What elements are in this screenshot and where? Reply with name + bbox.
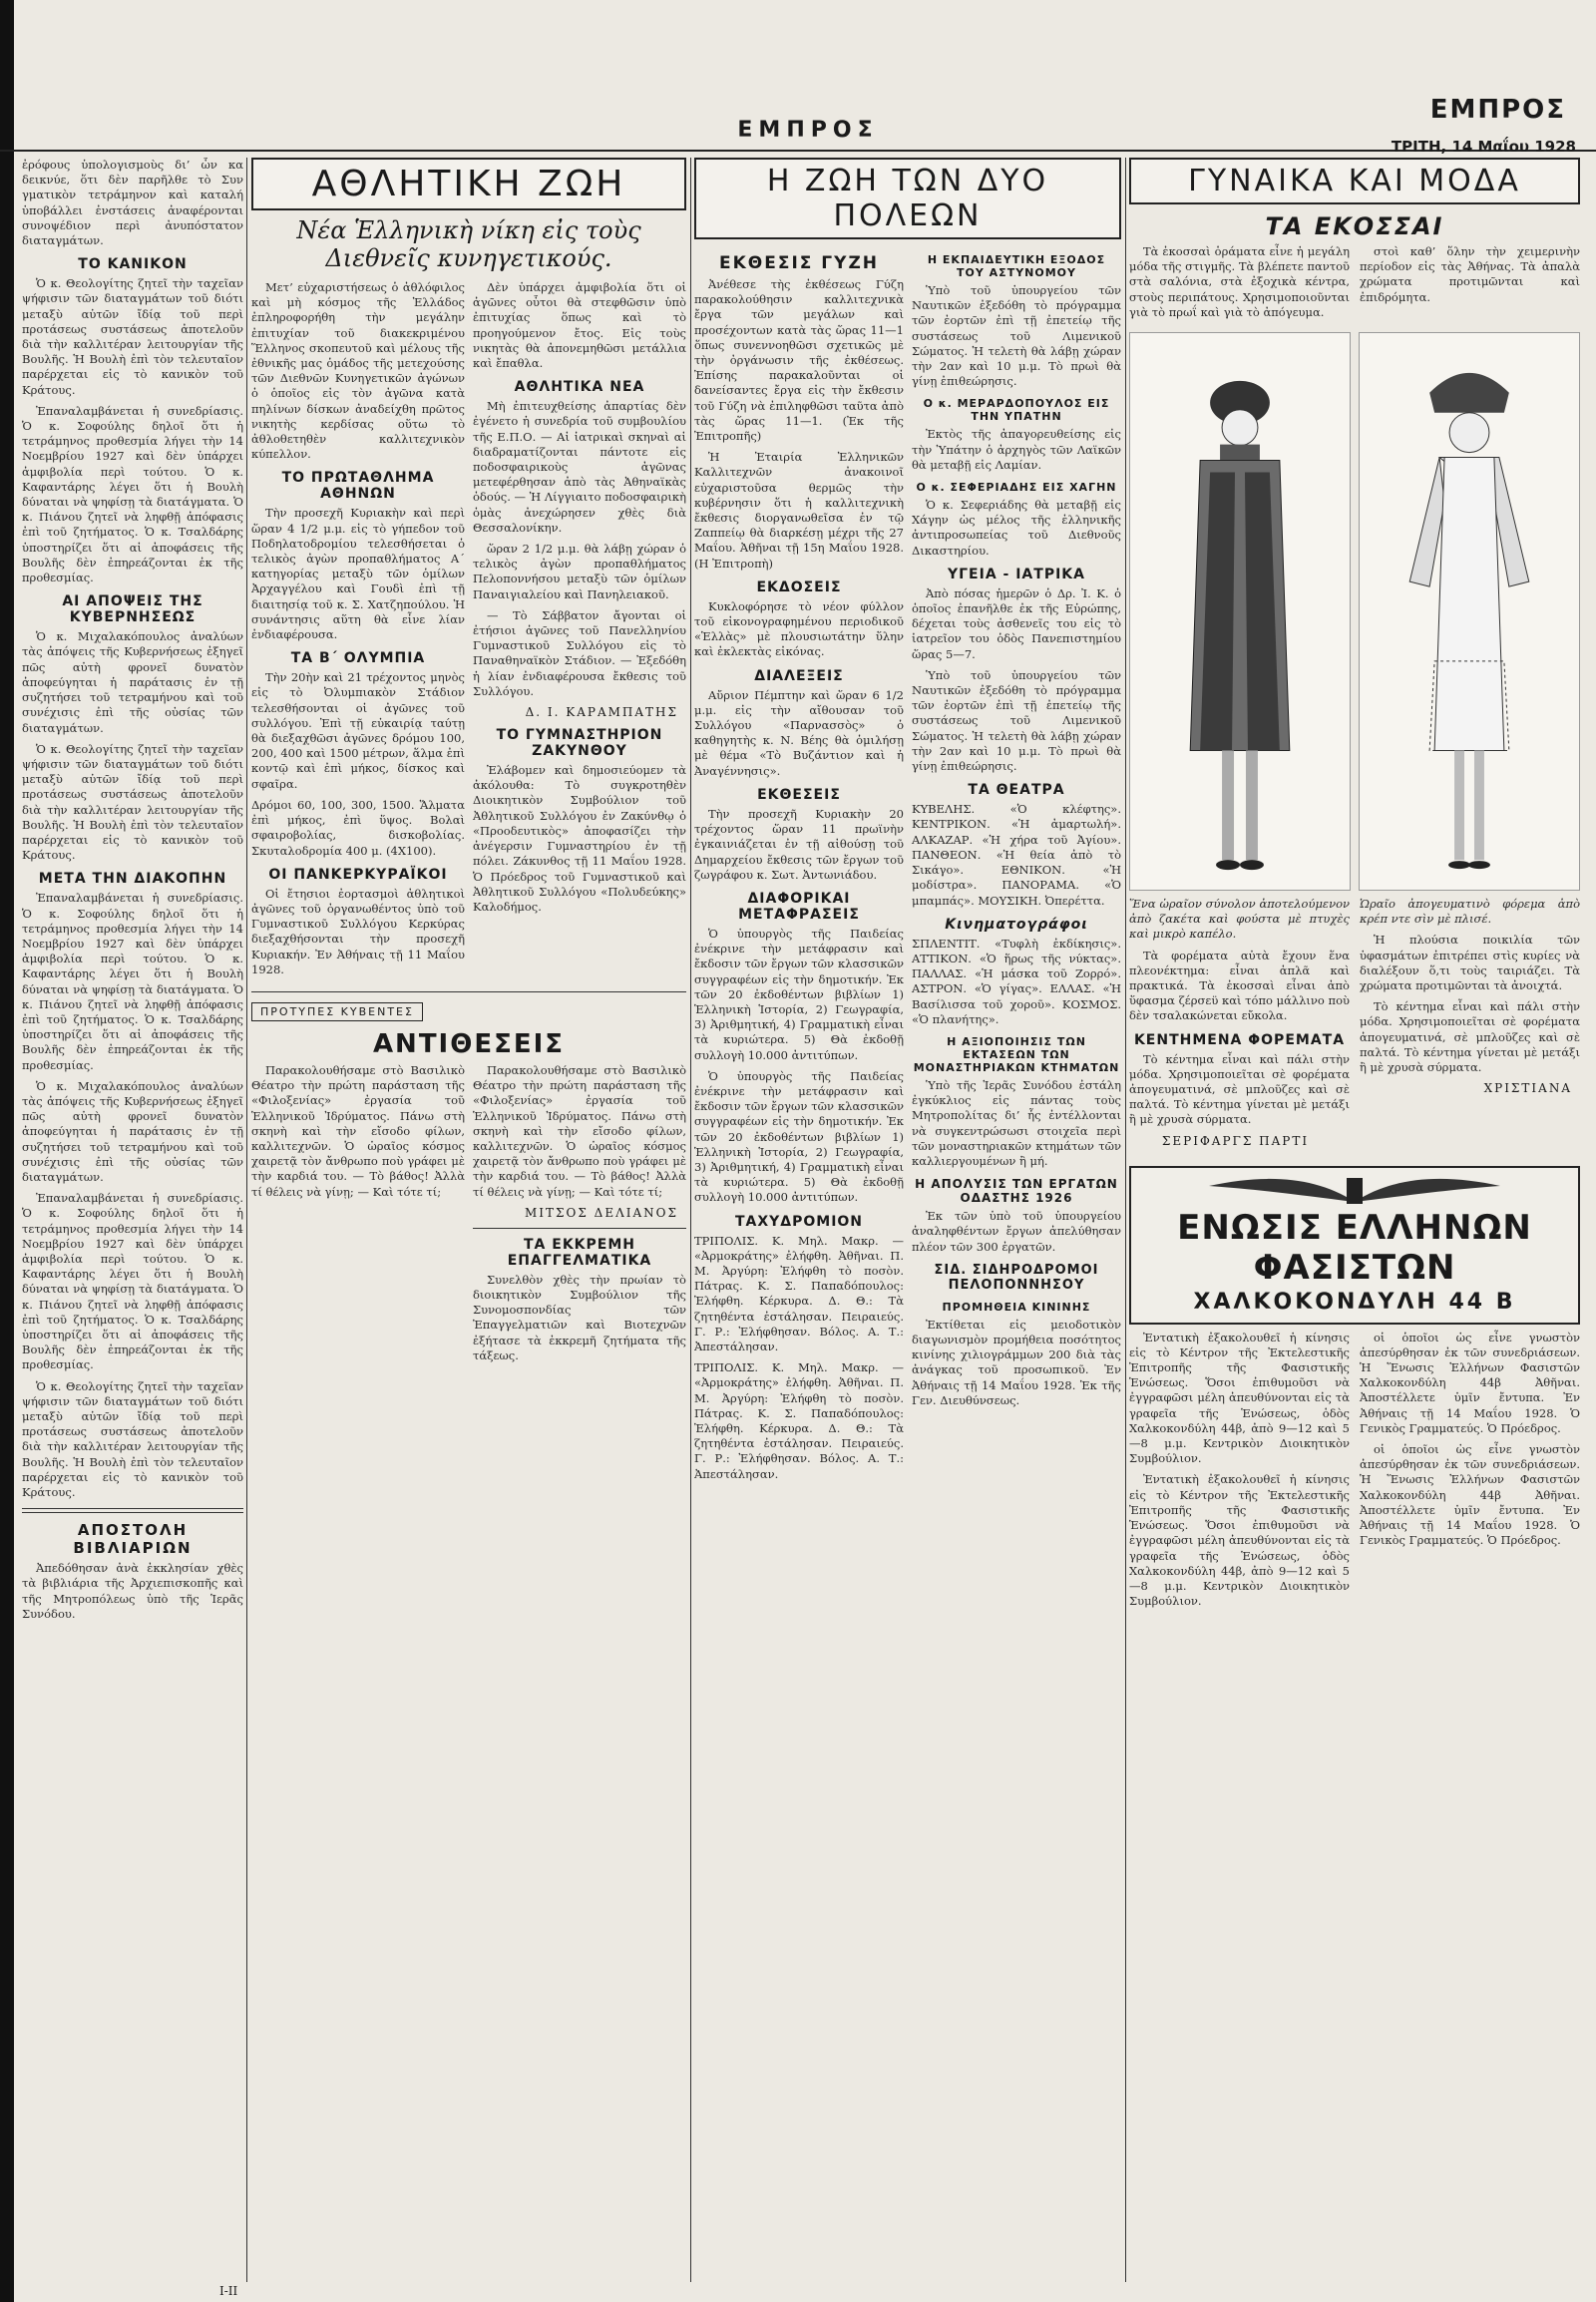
article-text: Ὑπὸ τοῦ ὑπουργείου τῶν Ναυτικῶν ἐξεδόθη τὸ πρόγραμμα τῶν ἐορτῶν ἐπὶ τῇ ἐπετείῳ τῆς συστάσεως τοῦ Λιμενικοῦ Σώματος. Ἡ τελετὴ θὰ λάβῃ χώραν τὴν 2αν καὶ 10 μ.μ. Τὸ πρωὶ θὰ γίνῃ ἐπιθεώρησις. <box>912 667 1121 774</box>
paper-name: ΕΜΠΡΟΣ <box>737 118 879 143</box>
article-text: Ὁ κ. Σεφεριάδης θὰ μεταβῇ εἰς Χάγην ὡς μέλος τῆς ἑλληνικῆς ἀντιπροσωπείας τοῦ Διεθνοῦς Δικαστηρίου. <box>912 498 1121 558</box>
article-text: Τὰ φορέματα αὐτὰ ἔχουν ἕνα πλεονέκτημα: εἶναι ἁπλᾶ καὶ πρακτικά. Τὰ ἐκοσσαὶ εἶναι ἀπὸ ὕφασμα ζέρσεϋ καὶ τόπο μάλλινο ποὺ δὲν τσαλακώνεται εὔκολα. <box>1129 948 1350 1023</box>
page-footer-mark: Ι-ΙΙ <box>219 2284 238 2298</box>
article-text: Δρόμοι 60, 100, 300, 1500. Ἅλματα ἐπὶ μήκος, ἐπὶ ὕψος. Βολαὶ σφαιροβολίας, δισκοβολίας. Σκυταλοδρομία 400 μ. (4Χ100). <box>251 797 465 858</box>
column-rule <box>1125 158 1126 2282</box>
column-two-cities <box>694 158 1121 2282</box>
fashion-illustration-left <box>1129 332 1351 891</box>
article-text: οἱ ὁποῖοι ὡς εἶνε γνωστὸν ἀπεσύρθησαν ἐκ τῶν συνεδριάσεων. Ἡ Ἕνωσις Ἑλλήνων Φασιστῶν Χαλκοκονδύλη 44β Ἀθῆναι. Ἀποστέλλετε ὑμῖν ἔντυπα. Ἐν Ἀθήναις τῇ 14 Μαΐου 1928. Ὁ Γενικὸς Γραμματεύς. Ὁ Πρόεδρος. <box>1360 1442 1580 1548</box>
divider <box>22 1508 243 1513</box>
article-heading: Η ΕΚΠΑΙΔΕΥΤΙΚΗ ΕΞΟΔΟΣ ΤΟΥ ΑΣΤΥΝΟΜΟΥ <box>927 253 1106 279</box>
illustration-caption: Ὡραῖο ἀπογευματινὸ φόρεμα ἀπὸ κρέπ ντε σὶν μὲ πλισέ. <box>1360 897 1580 927</box>
fascist-union-banner <box>1129 1166 1580 1325</box>
section-title-fashion: ΓΥΝΑΙΚΑ ΚΑΙ ΜΟΔΑ <box>1129 158 1580 204</box>
article-text: Ὁ ὑπουργὸς τῆς Παιδείας ἐνέκρινε τὴν μετάφρασιν καὶ ἔκδοσιν τῶν ἔργων τῶν κλασσικῶν συγγραφέων εἰς τὴν δημοτικήν. Ἐκ τῶν 20 ἐκδοθέντων βιβλίων 1) Ἑλληνικὴ Ἱστορία, 2) Γεωγραφία, 3) Ἀριθμητική, 4) Γραμματικὴ εἶναι τὰ κυριώτερα. 5) Θὰ ἐκδοθῇ συλλογὴ 10.000 ἀντιτύπων. <box>694 926 904 1062</box>
article-heading: Ο κ. ΜΕΡΑΡΔΟΠΟΥΛΟΣ ΕΙΣ ΤΗΝ ΥΠΑΤΗΝ <box>923 397 1110 424</box>
article-text: ΣΠΛΕΝΤΙΤ. «Τυφλὴ ἐκδίκησις». ΑΤΤΙΚΟΝ. «Ὁ ἥρως τῆς νύκτας». ΠΑΛΛΑΣ. «Ἡ μάσκα τοῦ Ζορρό». ΑΣΤΡΟΝ. «Ὁ γίγας». ΕΛΛΑΣ. «Ἡ Βασίλισσα τοῦ χοροῦ». ΚΟΣΜΟΣ. «Ὁ πλανήτης». <box>912 936 1121 1026</box>
article-text: Παρακολουθήσαμε στὸ Βασιλικὸ Θέατρο τὴν πρώτη παράσταση τῆς «Φιλοξενίας» ἐργασία τοῦ Ἑλληνικοῦ Ἰδρύματος. Πάνω στὴ σκηνὴ καὶ τὴν εἴσοδο φίλων, καλλιτεχνῶν. Ὁ ὡραῖος κόσμος χαιρετᾷ τὸν ἄνθρωπο ποὺ γράφει μὲ τὴν καρδιά του. — Τὸ βάθος! Ἀλλὰ τί θέλεις νὰ γίνῃ; — Καὶ τότε τί; <box>251 1062 465 1199</box>
article-heading: ΥΓΕΙΑ - ΙΑΤΡΙΚΑ <box>948 566 1085 582</box>
fashion-illustrations <box>1129 332 1580 891</box>
banner-address: ΧΑΛΚΟΚΟΝΔΥΛΗ 44 Β <box>1193 1289 1516 1315</box>
banner-title: ΕΝΩΣΙΣ ΕΛΛΗΝΩΝ ΦΑΣΙΣΤΩΝ <box>1177 1207 1532 1288</box>
article-heading: ΔΙΑΛΕΞΕΙΣ <box>754 667 844 684</box>
article-heading: ΕΚΘΕΣΙΣ ΓΥΖΗ <box>718 253 880 273</box>
article-text: Ὁ κ. Μιχαλακόπουλος ἀναλύων τὰς ἀπόψεις τῆς Κυβερνήσεως ἐξηγεῖ πῶς αὐτὴ φρονεῖ δυνατὸν ἀποφεύγηται ἡ παράτασις ἐν τῇ συζητήσει τοῦ τετραμήνου καὶ τοῦ συνέχισις ἐπὶ τῆς οὐσίας τῶν διαταγμάτων. <box>22 629 243 735</box>
article-text: Συνελθὸν χθὲς τὴν πρωίαν τὸ διοικητικὸν Συμβούλιον τῆς Συνομοσπονδίας τῶν Ἐπαγγελματιῶν καὶ Βιοτεχνῶν ἐξήτασε τὰ ἐκκρεμῆ ζητήματα τῆς τάξεως. <box>473 1272 686 1362</box>
article-text: οἱ ὁποῖοι ὡς εἶνε γνωστὸν ἀπεσύρθησαν ἐκ τῶν συνεδριάσεων. Ἡ Ἕνωσις Ἑλλήνων Φασιστῶν Χαλκοκονδύλη 44β Ἀθῆναι. Ἀποστέλλετε ὑμῖν ἔντυπα. Ἐν Ἀθήναις τῇ 14 Μαΐου 1928. Ὁ Γενικὸς Γραμματεύς. Ὁ Πρόεδρος. <box>1360 1330 1580 1435</box>
illustration-caption: Ἕνα ὡραῖον σύνολον ἀποτελούμενον ἀπὸ ζακέτα καὶ φούστα μὲ πτυχὲς καὶ μικρὸ καπέλο. <box>1129 897 1350 942</box>
article-heading: ΑΝΤΙΘΕΣΕΙΣ <box>372 1028 566 1059</box>
column-rule <box>246 158 247 2282</box>
article-heading: ΤΑ Β΄ ΟΛΥΜΠΙΑ <box>290 650 426 667</box>
article-text: Ἀπὸ πόσας ἡμερῶν ὁ Δρ. Ἰ. Κ. ὁ ὁποῖος ἐπανῆλθε ἐκ τῆς Εὐρώπης, δέχεται τοὺς ἀσθενεῖς του εἰς τὸ ἰατρεῖον του ὁδὸς Πανεπιστημίου ὥρας 5—7. <box>912 585 1121 661</box>
article-text: Παρακολουθήσαμε στὸ Βασιλικὸ Θέατρο τὴν πρώτη παράσταση τῆς «Φιλοξενίας» ἐργασία τοῦ Ἑλληνικοῦ Ἰδρύματος. Πάνω στὴ σκηνὴ καὶ τὴν εἴσοδο φίλων, καλλιτεχνῶν. Ὁ ὡραῖος κόσμος χαιρετᾷ τὸν ἄνθρωπο ποὺ γράφει μὲ τὴν καρδιά του. — Τὸ βάθος! Ἀλλὰ τί θέλεις νὰ γίνῃ; — Καὶ τότε τί; <box>473 1062 686 1199</box>
article-text: ΚΥΒΕΛΗΣ. «Ὁ κλέφτης». ΚΕΝΤΡΙΚΟΝ. «Ἡ ἀμαρτωλή». ΑΛΚΑΖΑΡ. «Ἡ χήρα τοῦ Ἀγίου». ΠΑΝΘΕΟΝ. «Ἡ θεία ἀπὸ τὸ Σικάγο». ΕΘΝΙΚΟΝ. «Ἡ μοδίστρα». ΠΑΝΟΡΑΜΑ. «Ὁ μπαμπάς». ΜΟΥΣΙΚΗ. Ὀπερέττα. <box>912 802 1121 908</box>
article-heading: Κινηματογράφοι <box>945 916 1088 933</box>
binding-edge <box>0 0 14 2302</box>
fashion-illustration-right <box>1359 332 1580 891</box>
article-signature: ΣΕΡΙΦΑΡΓΣ ΠΑΡΤΙ <box>1161 1133 1310 1148</box>
article-heading: Η ΑΠΟΛΥΣΙΣ ΤΩΝ ΕΡΓΑΤΩΝ ΟΔΑΣΤΗΣ 1926 <box>915 1177 1118 1206</box>
article-text: Ἐκ τῶν ὑπὸ τοῦ ὑπουργείου ἀναληφθέντων ἔργων ἀπελύθησαν πλέον τῶν 300 ἐργατῶν. <box>912 1209 1121 1254</box>
article-heading: ΜΕΤΑ ΤΗΝ ΔΙΑΚΟΠΗΝ <box>38 871 227 888</box>
article-heading: ΕΚΘΕΣΕΙΣ <box>757 786 841 803</box>
article-text: Ὑπὸ τοῦ ὑπουργείου τῶν Ναυτικῶν ἐξεδόθη τὸ πρόγραμμα τῶν ἐορτῶν ἐπὶ τῇ ἐπετείῳ τῆς συστάσεως τοῦ Λιμενικοῦ Σώματος. Ἡ τελετὴ θὰ λάβῃ χώραν τὴν 2αν καὶ 10 μ.μ. Τὸ πρωὶ θὰ γίνῃ ἐπιθεώρησις. <box>912 283 1121 389</box>
article-text: Ἀνέθεσε τὴς ἐκθέσεως Γύζη παρακολούθησιν καλλιτεχνικὰ ἔργα τῶν μεγάλων καὶ προσέχοντων κατὰ τὰς ὥρας 11—1 ὅπως συνεννοηθῶσι σχετικῶς μὲ τὴν ὀργάνωσιν τῆς ἐκθέσεως. Ἐπίσης παρακαλοῦνται οἱ δανείσαντες ἔργα εἰς τὴν ἔκθεσιν τοῦ Γύζη νὰ ἐπιληφθῶσι ταῦτα ἀπὸ τὰς ὥρας 11—1. (Ἐκ τῆς Ἐπιτροπῆς) <box>694 277 904 444</box>
article-text: στοὶ καθ’ ὅλην τὴν χειμερινὴν περίοδον εἰς τὰς Ἀθήνας. Τὰ ἀπαλὰ χρώματα προτιμῶνται καὶ ἐπιδρόμητα. <box>1360 244 1580 304</box>
article-heading: ΑΙ ΑΠΟΨΕΙΣ ΤΗΣ ΚΥΒΕΡΝΗΣΕΩΣ <box>62 593 203 626</box>
article-subheading: ΠΡΟΜΗΘΕΙΑ ΚΙΝΙΝΗΣ <box>942 1300 1091 1314</box>
article-heading: ΤΑΧΥΔΡΟΜΙΟΝ <box>734 1213 864 1230</box>
article-text: Ἐκτίθεται εἰς μειοδοτικὸν διαγωνισμὸν προμήθεια ποσότητος κινίνης χιλιογράμμων 200 διὰ τὰς ἀνάγκας τοῦ προσωπικοῦ. Ἐν Ἀθήναις τῇ 14 Μαΐου 1928. Ἐκ τῆς Γεν. Διευθύνσεως. <box>912 1317 1121 1407</box>
article-heading: ΚΕΝΤΗΜΕΝΑ ΦΟΡΕΜΑΤΑ <box>1133 1031 1346 1048</box>
sports-subtitle: Νέα Ἑλληνικὴ νίκη εἰς τοὺς Διεθνεῖς κυνηγετικούς. <box>296 216 641 272</box>
article-heading: ΤΑ ΕΚΚΡΕΜΗ ΕΠΑΓΓΕΛΜΑΤΙΚΑ <box>507 1236 652 1269</box>
woman-in-dress-icon <box>1360 333 1579 890</box>
column-fashion <box>1129 158 1580 2282</box>
article-heading: Η ΑΞΙΟΠΟΙΗΣΙΣ ΤΩΝ ΕΚΤΑΣΕΩΝ ΤΩΝ ΜΟΝΑΣΤΗΡΙΑΚΩΝ ΚΤΗΜΑΤΩΝ <box>913 1034 1120 1074</box>
article-text: ΤΡΙΠΟΛΙΣ. Κ. Μηλ. Μακρ. — «Ἀρμοκράτης» ἐλήφθη. Ἀθῆναι. Π. Μ. Ἀργύρη: Ἐλήφθη τὸ ποσὸν. Πάτρας. Κ. Σ. Παπαδόπουλος: Ἐλήφθη. Κέρκυρα. Δ. Θ.: Τὰ ζητηθέντα ἐστάλησαν. Πειραιεύς. Γ. Ρ.: Ἐλήφθησαν. Βόλος. Α. Τ.: Ἀπεστάλησαν. <box>694 1233 904 1353</box>
article-text: Ἡ πλούσια ποικιλία τῶν ὑφασμάτων ἐπιτρέπει στὶς κυρίες νὰ διαλέξουν ὅ,τι τοὺς ταιριάζει. Τὰ χρώματα προτιμῶνται τὰ ἀνοιχτά. <box>1360 933 1580 993</box>
article-text: Ἐκτὸς τῆς ἀπαγορευθείσης εἰς τὴν Ὑπάτην ὁ ἀρχηγὸς τῶν Λαϊκῶν θὰ μεταβῇ εἰς Λαμίαν. <box>912 427 1121 472</box>
article-heading: ΟΙ ΠΑΝΚΕΡΚΥΡΑΪΚΟΙ <box>268 866 448 883</box>
article-text: Τὸ κέντημα εἶναι καὶ πάλι στὴν μόδα. Χρησιμοποιεῖται σὲ φορέματα ἀπογευματινά, σὲ μπλοῦζες καὶ σὲ παλτά. Τὸ κέντημα γίνεται μὲ μετάξι ἢ μὲ χρυσὰ σύρματα. <box>1129 1051 1350 1127</box>
masthead-right-logo: ΕΜΠΡΟΣ <box>1429 95 1566 125</box>
divider <box>473 1228 686 1229</box>
issue-date: ΤΡΙΤΗ, 14 Μαΐου 1928 <box>1391 138 1576 156</box>
section-title-sports: ΑΘΛΗΤΙΚΗ ΖΩΗ <box>251 158 686 210</box>
article-signature: Δ. Ι. ΚΑΡΑΜΠΑΤΗΣ <box>525 705 678 720</box>
article-heading: ΕΚΔΟΣΕΙΣ <box>756 578 842 595</box>
woman-in-ensemble-icon <box>1130 333 1350 890</box>
column-rule <box>690 158 691 2282</box>
masthead <box>0 0 1596 156</box>
article-text: Ὁ κ. Θεολογίτης ζητεῖ τὴν ταχεῖαν ψήφισιν τῶν διαταγμάτων τοῦ διότι μεταξὺ αὐτῶν ἴδίᾳ τοῦ περὶ προτάσεως συστάσεως ἀποτελοῦν διὰ τὴν καλλιτέραν λειτουργίαν τῆς Βουλῆς. Ἡ Βουλὴ ἐπὶ τὸν τελευταῖον παρέρχεται εἰς τὸ κανικὸν τοῦ Κράτους. <box>22 1378 243 1500</box>
column-parliament <box>22 158 243 2282</box>
article-heading: ΣΙΔ. ΣΙΔΗΡΟΔΡΟΜΟΙ ΠΕΛΟΠΟΝΝΗΣΟΥ <box>934 1262 1099 1293</box>
article-text: Ἡ Ἐταιρία Ἑλληνικῶν Καλλιτεχνῶν ἀνακοινοῖ εὐχαριστοῦσα θερμῶς τὴν κυβέρνησιν ὅτι ἡ καλλιτεχνικὴ ἔκθεσις διοργανωθεῖσα ἐν τῷ Ζαππείῳ θὰ διαρκέσῃ μέχρι τῆς 27 Μαΐου. Ἀθῆναι τῇ 15η Μαΐου 1928. (Η Ἐπιτροπὴ) <box>694 450 904 571</box>
article-text: Κυκλοφόρησε τὸ νέον φύλλον τοῦ εἰκονογραφημένου περιοδικοῦ «Ἑλλὰς» μὲ πλουσιωτάτην ὕλην καὶ ἐκλεκτὰς εἰκόνας. <box>694 598 904 659</box>
article-text: Ὑπὸ τῆς Ἱερᾶς Συνόδου ἐστάλη ἐγκύκλιος εἰς πάντας τοὺς Μητροπολίτας δι’ ἧς ἐντέλλονται νὰ συγκεντρώσωσι στοιχεῖα περὶ τῶν μοναστηριακῶν κτημάτων τῶν καλλιεργουμένων ἢ μή. <box>912 1077 1121 1168</box>
column-label: ΠΡΟΤΥΠΕΣ ΚΥΒΕΝΤΕΣ <box>251 1002 423 1021</box>
article-text: Ἐλάβομεν καὶ δημοσιεύομεν τὰ ἀκόλουθα: Τὸ συγκροτηθὲν Διοικητικὸν Συμβούλιον τοῦ Ἀθλητικοῦ Συλλόγου ἐν Ζακύνθῳ ὁ «Προοδευτικὸς» ἀποφασίζει τὴν ἀνέγερσιν Γυμναστηρίου ἐν τῇ πόλει. Ζάκυνθος τῇ 11 Μαΐου 1928. Ὁ Πρόεδρος τοῦ Γυμναστικοῦ καὶ Ἀθλητικοῦ Συλλόγου «Πολυδεύκης» Καλοδήμος. <box>473 763 686 914</box>
article-text: Αὔριον Πέμπτην καὶ ὥραν 6 1/2 μ.μ. εἰς τὴν αἴθουσαν τοῦ Συλλόγου «Παρνασσὸς» ὁ καθηγητὴς κ. Ν. Βέης θὰ ὁμιλήσῃ μὲ θέμα «Τὸ Βυζάντιον καὶ ἡ Ἀναγέννησις». <box>694 687 904 778</box>
article-text: ὥραν 2 1/2 μ.μ. θὰ λάβῃ χώραν ὁ τελικὸς ἀγὼν προπαθλήματος Πελοποννήσου μεταξὺ τῶν ὁμίλων Παναιγιαλείου καὶ Πανηλειακοῦ. <box>473 542 686 601</box>
article-text: Δὲν ὑπάρχει ἀμφιβολία ὅτι οἱ ἀγῶνες οὗτοι θὰ στεφθῶσιν ὑπὸ ἐπιτυχίας ὅπως καὶ τὸ προηγούμενον ἔτος. Εἰς τοὺς νικητὰς θὰ ἀπονεμηθῶσι μετάλλια καὶ ἔπαθλα. <box>473 280 686 371</box>
article-heading: ΤΟ ΓΥΜΝΑΣΤΗΡΙΟΝ ΖΑΚΥΝΘΟΥ <box>496 727 663 760</box>
article-text: Τὴν προσεχῆ Κυριακὴν 20 τρέχοντος ὥραν 11 πρωϊνὴν ἐγκαινιάζεται ἐν τῇ αἰθούσῃ τοῦ Δημαρχείου ἔκθεσις τῶν ἔργων τοῦ ζωγράφου κ. Σωτ. Ἀντωνιάδου. <box>694 806 904 882</box>
section-title-two-cities: Η ΖΩΗ ΤΩΝ ΔΥΟ ΠΟΛΕΩΝ <box>694 158 1121 239</box>
article-heading: ΑΘΛΗΤΙΚΑ ΝΕΑ <box>514 379 645 396</box>
article-heading: ΤΟ ΠΡΩΤΑΘΛΗΜΑ ΑΘΗΝΩΝ <box>281 470 435 503</box>
article-text: Ἐπαναλαμβάνεται ἡ συνεδρίασις. Ὁ κ. Σοφούλης δηλοῖ ὅτι ἡ τετράμηνος προθεσμία λήγει τὴν 14 Νοεμβρίου 1927 καὶ δὲν ὑπάρχει ἀμφιβολία περὶ τούτου. Ὁ κ. Καφαντάρης λέγει ὅτι ἡ Βουλὴ δύναται νὰ ψηφίσῃ τὰ διατάγματα. Ὁ κ. Πιάνου ζητεῖ νὰ ληφθῇ ἀπόφασις ἐπὶ τοῦ ζητήματος. Ὁ κ. Τσαλδάρης ὑποστηρίζει ὅτι αἱ ἀποφάσεις τῆς Βουλῆς δὲν ἐπηρεάζονται ἐκ τῆς προθεσμίας. <box>22 891 243 1072</box>
article-text: Ὁ ὑπουργὸς τῆς Παιδείας ἐνέκρινε τὴν μετάφρασιν καὶ ἔκδοσιν τῶν ἔργων τῶν κλασσικῶν συγγραφέων εἰς τὴν δημοτικήν. Ἐκ τῶν 20 ἐκδοθέντων βιβλίων 1) Ἑλληνικὴ Ἱστορία, 2) Γεωγραφία, 3) Ἀριθμητική, 4) Γραμματικὴ εἶναι τὰ κυριώτερα. 5) Θὰ ἐκδοθῇ συλλογὴ 10.000 ἀντιτύπων. <box>694 1068 904 1205</box>
winged-emblem-icon <box>1205 1172 1504 1206</box>
article-text: Ὁ κ. Θεολογίτης ζητεῖ τὴν ταχεῖαν ψήφισιν τῶν διαταγμάτων τοῦ διότι μεταξὺ αὐτῶν ἴδίᾳ τοῦ περὶ προτάσεως συστάσεως ἀποτελοῦν διὰ τὴν καλλιτέραν λειτουργίαν τῆς Βουλῆς. Ἡ Βουλὴ ἐπὶ τὸν τελευταῖον παρέρχεται εἰς τὸ κανικὸν τοῦ Κράτους. <box>22 276 243 397</box>
article-text: Τὰ ἐκοσσαὶ ὁράματα εἶνε ἡ μεγάλη μόδα τῆς στιγμῆς. Τὰ βλέπετε παντοῦ στὰ σαλόνια, στὰ ἐξοχικὰ κέντρα, στοὺς περιπάτους. Χρησιμοποιοῦνται γιὰ τὸ πρωΐ καὶ γιὰ τὸ ἀπόγευμα. <box>1129 244 1350 319</box>
article-text: ΤΡΙΠΟΛΙΣ. Κ. Μηλ. Μακρ. — «Ἀρμοκράτης» ἐλήφθη. Ἀθῆναι. Π. Μ. Ἀργύρη: Ἐλήφθη τὸ ποσὸν. Πάτρας. Κ. Σ. Παπαδόπουλος: Ἐλήφθη. Κέρκυρα. Δ. Θ.: Τὰ ζητηθέντα ἐστάλησαν. Πειραιεύς. Γ. Ρ.: Ἐλήφθησαν. Βόλος. Α. Τ.: Ἀπεστάλησαν. <box>694 1360 904 1481</box>
article-heading: ΔΙΑΦΟΡΙΚΑΙ ΜΕΤΑΦΡΑΣΕΙΣ <box>738 890 860 923</box>
article-text: Οἱ ἔτησιοι ἐορτασμοὶ ἀθλητικοὶ ἀγῶνες τοῦ ὀργανωθέντος ὑπὸ τοῦ Γυμναστικοῦ Συλλόγου Κερκύρας διεξαχθήσονται τὴν προσεχῆ Κυριακήν. Ἐν Ἀθήναις τῇ 11 Μαΐου 1928. <box>251 886 465 976</box>
article-text: Τὸ κέντημα εἶναι καὶ πάλι στὴν μόδα. Χρησιμοποιεῖται σὲ φορέματα ἀπογευματινά, σὲ μπλοῦζες καὶ σὲ παλτά. Τὸ κέντημα γίνεται μὲ μετάξι ἢ μὲ χρυσὰ σύρματα. <box>1360 999 1580 1075</box>
article-text: Ἐντατικὴ ἐξακολουθεῖ ἡ κίνησις εἰς τὸ Κέντρον τῆς Ἐκτελεστικῆς Ἐπιτροπῆς τῆς Φασιστικῆς Ἑνώσεως. Ὅσοι ἐπιθυμοῦσι νὰ ἐγγραφῶσι μέλη ἀπευθύνονται εἰς τὰ γραφεῖα τῆς Ἑνώσεως, ὁδὸς Χαλκοκονδύλη 44β, ἀπὸ 9—12 καὶ 5—8 μ.μ. Κεντρικὸν Διοικητικὸν Συμβούλιον. <box>1129 1472 1350 1609</box>
article-signature: ΧΡΙΣΤΙΑΝΑ <box>1483 1081 1572 1096</box>
article-text: ἐρόφους ὑπολογισμοὺς δι’ ὧν κα δεικνύε, ὅτι δὲν παρῆλθε τὸ Συν γματικὸν τετράμηνον καὶ καταλή ὑποβάλλει ἐνστάσεις ἀναφέρονται συνοψέδιον περὶ ἀνυπόστατον διαταγμάτων. <box>22 158 243 248</box>
article-text: Ἐπαναλαμβάνεται ἡ συνεδρίασις. Ὁ κ. Σοφούλης δηλοῖ ὅτι ἡ τετράμηνος προθεσμία λήγει τὴν 14 Νοεμβρίου 1927 καὶ δὲν ὑπάρχει ἀμφιβολία περὶ τούτου. Ὁ κ. Καφαντάρης λέγει ὅτι ἡ Βουλὴ δύναται νὰ ψηφίσῃ τὰ διατάγματα. Ὁ κ. Πιάνου ζητεῖ νὰ ληφθῇ ἀπόφασις ἐπὶ τοῦ ζητήματος. Ὁ κ. Τσαλδάρης ὑποστηρίζει ὅτι αἱ ἀποφάσεις τῆς Βουλῆς δὲν ἐπηρεάζονται ἐκ τῆς προθεσμίας. <box>22 403 243 585</box>
article-heading: ΑΠΟΣΤΟΛΗ ΒΙΒΛΙΑΡΙΩΝ <box>73 1521 193 1558</box>
article-heading: ΤΑ ΘΕΑΤΡΑ <box>968 782 1065 799</box>
article-text: Μὴ ἐπιτευχθείσης ἀπαρτίας δὲν ἐγένετο ἡ συνεδρία τοῦ συμβουλίου τῆς Ε.Π.Ο. — Αἱ ἰατρικαὶ σκηναὶ αἱ διαδραματίζονται πάντοτε εἰς ποδοσφαιρικοὺς ἀγῶνας μετεφέρθησαν ἀπὸ τὰς Ἀθηναϊκὰς ὁδούς. — Ἡ Λίγγιαιτο ποδοσφαιρικὴ ὁμὰς ἀνεχώρησεν χθὲς διὰ Θεσσαλονίκην. <box>473 399 686 535</box>
article-text: Ἐπαναλαμβάνεται ἡ συνεδρίασις. Ὁ κ. Σοφούλης δηλοῖ ὅτι ἡ τετράμηνος προθεσμία λήγει τὴν 14 Νοεμβρίου 1927 καὶ δὲν ὑπάρχει ἀμφιβολία περὶ τούτου. Ὁ κ. Καφαντάρης λέγει ὅτι ἡ Βουλὴ δύναται νὰ ψηφίσῃ τὰ διατάγματα. Ὁ κ. Πιάνου ζητεῖ νὰ ληφθῇ ἀπόφασις ἐπὶ τοῦ ζητήματος. Ὁ κ. Τσαλδάρης ὑποστηρίζει ὅτι αἱ ἀποφάσεις τῆς Βουλῆς δὲν ἐπηρεάζονται ἐκ τῆς προθεσμίας. <box>22 1191 243 1372</box>
divider <box>251 991 686 992</box>
article-text: Μετ’ εὐχαριστήσεως ὁ ἀθλόφιλος καὶ μὴ κόσμος τῆς Ἑλλάδος ἐπληροφορήθη τὴν μεγάλην ἐπιτυχίαν τοῦ διακεκριμένου Ἕλληνος σκοπευτοῦ καὶ μέλους τῆς ἐθνικῆς μας ὁμάδος τῆς μετεχούσης τῶν Διεθνῶν Κυνηγετικῶν ἀγώνων ὁ ὁποῖος εἰς τὸν ἀγῶνα κατὰ πηλίνων δίσκων ἀναδείχθη πρῶτος νικητὴς κερδίσας οὕτω τὸ ἀθλοθετηθὲν καλλιτεχνικὸν κύπελλον. <box>251 280 465 462</box>
article-text: Ἐντατικὴ ἐξακολουθεῖ ἡ κίνησις εἰς τὸ Κέντρον τῆς Ἐκτελεστικῆς Ἐπιτροπῆς τῆς Φασιστικῆς Ἑνώσεως. Ὅσοι ἐπιθυμοῦσι νὰ ἐγγραφῶσι μέλη ἀπευθύνονται εἰς τὰ γραφεῖα τῆς Ἑνώσεως, ὁδὸς Χαλκοκονδύλη 44β, ἀπὸ 9—12 καὶ 5—8 μ.μ. Κεντρικὸν Διοικητικὸν Συμβούλιον. <box>1129 1330 1350 1466</box>
article-text: Ὁ κ. Μιχαλακόπουλος ἀναλύων τὰς ἀπόψεις τῆς Κυβερνήσεως ἐξηγεῖ πῶς αὐτὴ φρονεῖ δυνατὸν ἀποφεύγηται ἡ παράτασις ἐν τῇ συζητήσει τοῦ τετραμήνου καὶ τοῦ συνέχισις ἐπὶ τῆς οὐσίας τῶν διαταγμάτων. <box>22 1078 243 1184</box>
article-text: Τὴν προσεχῆ Κυριακὴν καὶ περὶ ὥραν 4 1/2 μ.μ. εἰς τὸ γήπεδον τοῦ Ποδηλατοδρομίου τελεσθήσεται ὁ τελικὸς ἀγὼν προπαθλήματος Α΄ κατηγορίας μεταξὺ τῶν ὁμίλων Ἀρχαγγέλου καὶ Γουδὶ ἐπὶ τῇ διαιτησίᾳ τοῦ κ. Σ. Χατζηπούλου. Ἡ συνάντησις αὕτη θὰ εἶνε λίαν ἐνδιαφέρουσα. <box>251 506 465 642</box>
article-text: Ὁ κ. Θεολογίτης ζητεῖ τὴν ταχεῖαν ψήφισιν τῶν διαταγμάτων τοῦ διότι μεταξὺ αὐτῶν ἴδίᾳ τοῦ περὶ προτάσεως συστάσεως ἀποτελοῦν διὰ τὴν καλλιτέραν λειτουργίαν τῆς Βουλῆς. Ἡ Βουλὴ ἐπὶ τὸν τελευταῖον παρέρχεται εἰς τὸ κανικὸν τοῦ Κράτους. <box>22 741 243 863</box>
article-heading: ΤΟ ΚΑΝΙΚΟΝ <box>78 256 188 273</box>
article-text: Τὴν 20ὴν καὶ 21 τρέχοντος μηνὸς εἰς τὸ Ὀλυμπιακὸν Στάδιον τελεσθήσονται οἱ ἀγῶνες τοῦ συλλόγου. Ἐπὶ τῇ εὐκαιρίᾳ ταύτῃ θὰ διεξαχθῶσι ἀγῶνες δρόμου 100, 200, 400 καὶ 1500 μέτρων, ἅλμα ἐπὶ κοντῷ καὶ ἐπὶ μήκος, δίσκος καὶ σφαῖρα. <box>251 670 465 791</box>
article-signature: ΜΙΤΣΟΣ ΔΕΛΙΑΝΟΣ <box>525 1205 678 1220</box>
column-sports <box>251 158 686 2282</box>
article-text: Ἀπεδόθησαν ἀνὰ ἐκκλησίαν χθὲς τὰ βιβλιάρια τῆς Ἀρχιεπισκοπῆς καὶ τῆς Μητροπόλεως ὑπὸ τῆς Ἱερᾶς Συνόδου. <box>22 1561 243 1621</box>
fashion-subtitle: ΤΑ ΕΚΟΣΣΑΙ <box>1265 212 1444 240</box>
article-text: — Τὸ Σάββατον ἄγονται οἱ ἐτήσιοι ἀγῶνες τοῦ Πανελληνίου Γυμναστικοῦ Συλλόγου εἰς τὸ Παναθηναϊκὸν Στάδιον. — Ἐξεδόθη ἡ λίαν ἐνδιαφέρουσα ἔκθεσις τοῦ Συλλόγου. <box>473 607 686 698</box>
article-heading: Ο κ. ΣΕΦΕΡΙΑΔΗΣ ΕΙΣ ΧΑΓΗΝ <box>916 481 1117 495</box>
